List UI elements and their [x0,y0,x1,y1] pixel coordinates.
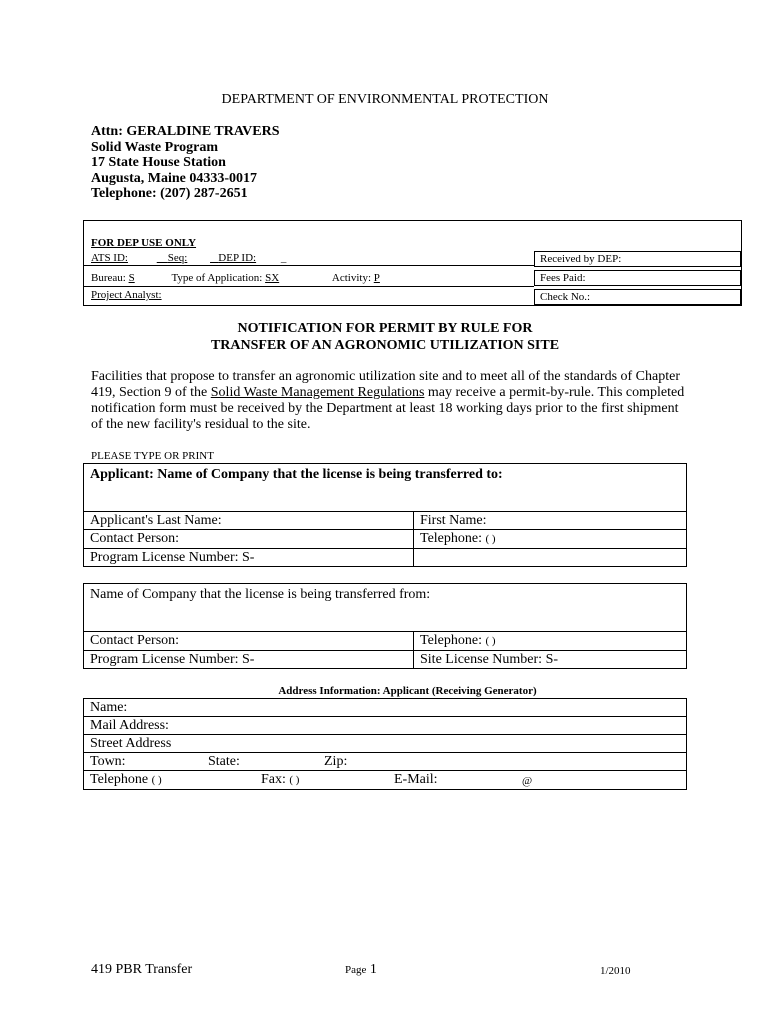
telephone-label: Telephone [90,772,149,787]
street-address-label: Street Address [90,736,172,751]
dep-divider [84,265,534,266]
program-line: Solid Waste Program [91,139,219,155]
attn-line: Attn: GERALDINE TRAVERS [91,124,280,139]
intro-paragraph [91,369,691,433]
applicant-table [83,463,687,567]
activity-value: P [373,272,380,284]
application-type-label: Type of Application: [171,272,263,284]
applicant-contact-field[interactable] [84,530,414,549]
from-heading-cell[interactable] [84,584,687,632]
fax-label: Fax: [261,772,286,787]
state-label: State: [208,754,240,769]
form-title-line1: NOTIFICATION FOR PERMIT BY RULE FOR [237,321,533,336]
address-name-field[interactable] [84,699,687,717]
program-license-label: Program License Number: S- [90,550,255,565]
email-label: E-Mail: [394,772,438,787]
address-info-heading: Address Information: Applicant (Receiving Generator) [278,685,537,697]
check-number-cell: Check No.: [534,289,741,305]
applicant-license-field[interactable] [84,549,414,567]
telephone-paren: ( ) [485,533,496,545]
from-license-field[interactable] [84,651,414,669]
bureau-value: S [128,272,135,284]
activity-label: Activity: [331,272,372,284]
fax-paren: ( ) [289,774,300,786]
seq-label: Seq: [167,252,188,264]
dep-id-label: DEP ID: [218,252,257,264]
from-telephone-field[interactable] [414,632,687,651]
applicant-telephone-field[interactable] [414,530,687,549]
contact-person-label: Contact Person: [90,531,180,546]
dep-application-row [91,272,380,284]
site-license-label: Site License Number: S- [420,652,559,667]
footer-page-number [345,962,377,978]
footer-date: 1/2010 [600,965,631,977]
telephone-label: Telephone: [420,531,482,546]
dep-use-only-box [83,220,742,306]
from-heading: Name of Company that the license is being transferred from: [90,587,431,602]
attn-address-block [91,124,280,202]
applicant-heading: Applicant: Name of Company that the license is being transferred to: [90,467,503,482]
ats-id-label: ATS ID: [91,252,128,264]
name-label: Name: [90,700,128,715]
dep-use-heading: FOR DEP USE ONLY [91,237,197,249]
telephone-label: Telephone: [420,633,482,648]
applicant-heading-cell[interactable] [84,464,687,512]
form-title-line2: TRANSFER OF AN AGRONOMIC UTILIZATION SITE [210,338,560,353]
site-license-field[interactable] [414,651,687,669]
zip-label: Zip: [324,754,348,769]
bureau-label: Bureau: [91,272,126,284]
mail-address-field[interactable] [84,717,687,735]
applicant-empty-cell[interactable] [414,549,687,567]
dep-id-blank: _ [280,252,287,264]
regulations-link: Solid Waste Management Regulations [210,385,425,400]
last-name-label: Applicant's Last Name: [90,513,222,528]
town-state-zip-field[interactable] [84,753,687,771]
address-table [83,698,687,790]
from-contact-field[interactable] [84,632,414,651]
telephone-line: Telephone: (207) 287-2651 [91,186,248,201]
contact-numbers-field[interactable] [84,771,687,790]
transferred-from-table [83,583,687,669]
first-name-label: First Name: [420,513,487,528]
intro-text: Facilities that propose to transfer an agronomic utilization site and to meet all of the standards of Chapter 419, Section 9 of the [91,369,680,400]
page-label: Page [345,964,367,976]
station-line: 17 State House Station [91,155,226,170]
applicant-last-name-field[interactable] [84,512,414,530]
please-type-note: PLEASE TYPE OR PRINT [91,450,214,462]
program-license-label: Program License Number: S- [90,652,255,667]
street-address-field[interactable] [84,735,687,753]
city-line: Augusta, Maine 04333-0017 [91,170,258,186]
contact-person-label: Contact Person: [90,633,180,648]
mail-address-label: Mail Address: [90,718,169,733]
dep-divider [84,286,534,287]
town-label: Town: [90,754,126,769]
telephone-paren: ( ) [485,635,496,647]
received-by-dep-cell: Received by DEP: [534,251,741,267]
intro-text-cont: may receive a permit-by-rule. This completed notification form must be received by the Department at least 18 working days prior to the first shipment of the new facility's residual to the site. [91,385,685,432]
dep-ids-row [91,252,286,264]
email-at-sign: @ [522,775,533,787]
page-number: 1 [369,962,377,977]
project-analyst-label: Project Analyst: [91,289,162,301]
fees-paid-cell: Fees Paid: [534,270,741,286]
department-title: DEPARTMENT OF ENVIRONMENTAL PROTECTION [221,92,549,107]
application-type-value: SX [265,272,280,284]
telephone-paren: ( ) [151,774,162,786]
applicant-first-name-field[interactable] [414,512,687,530]
footer-form-name: 419 PBR Transfer [91,962,193,977]
